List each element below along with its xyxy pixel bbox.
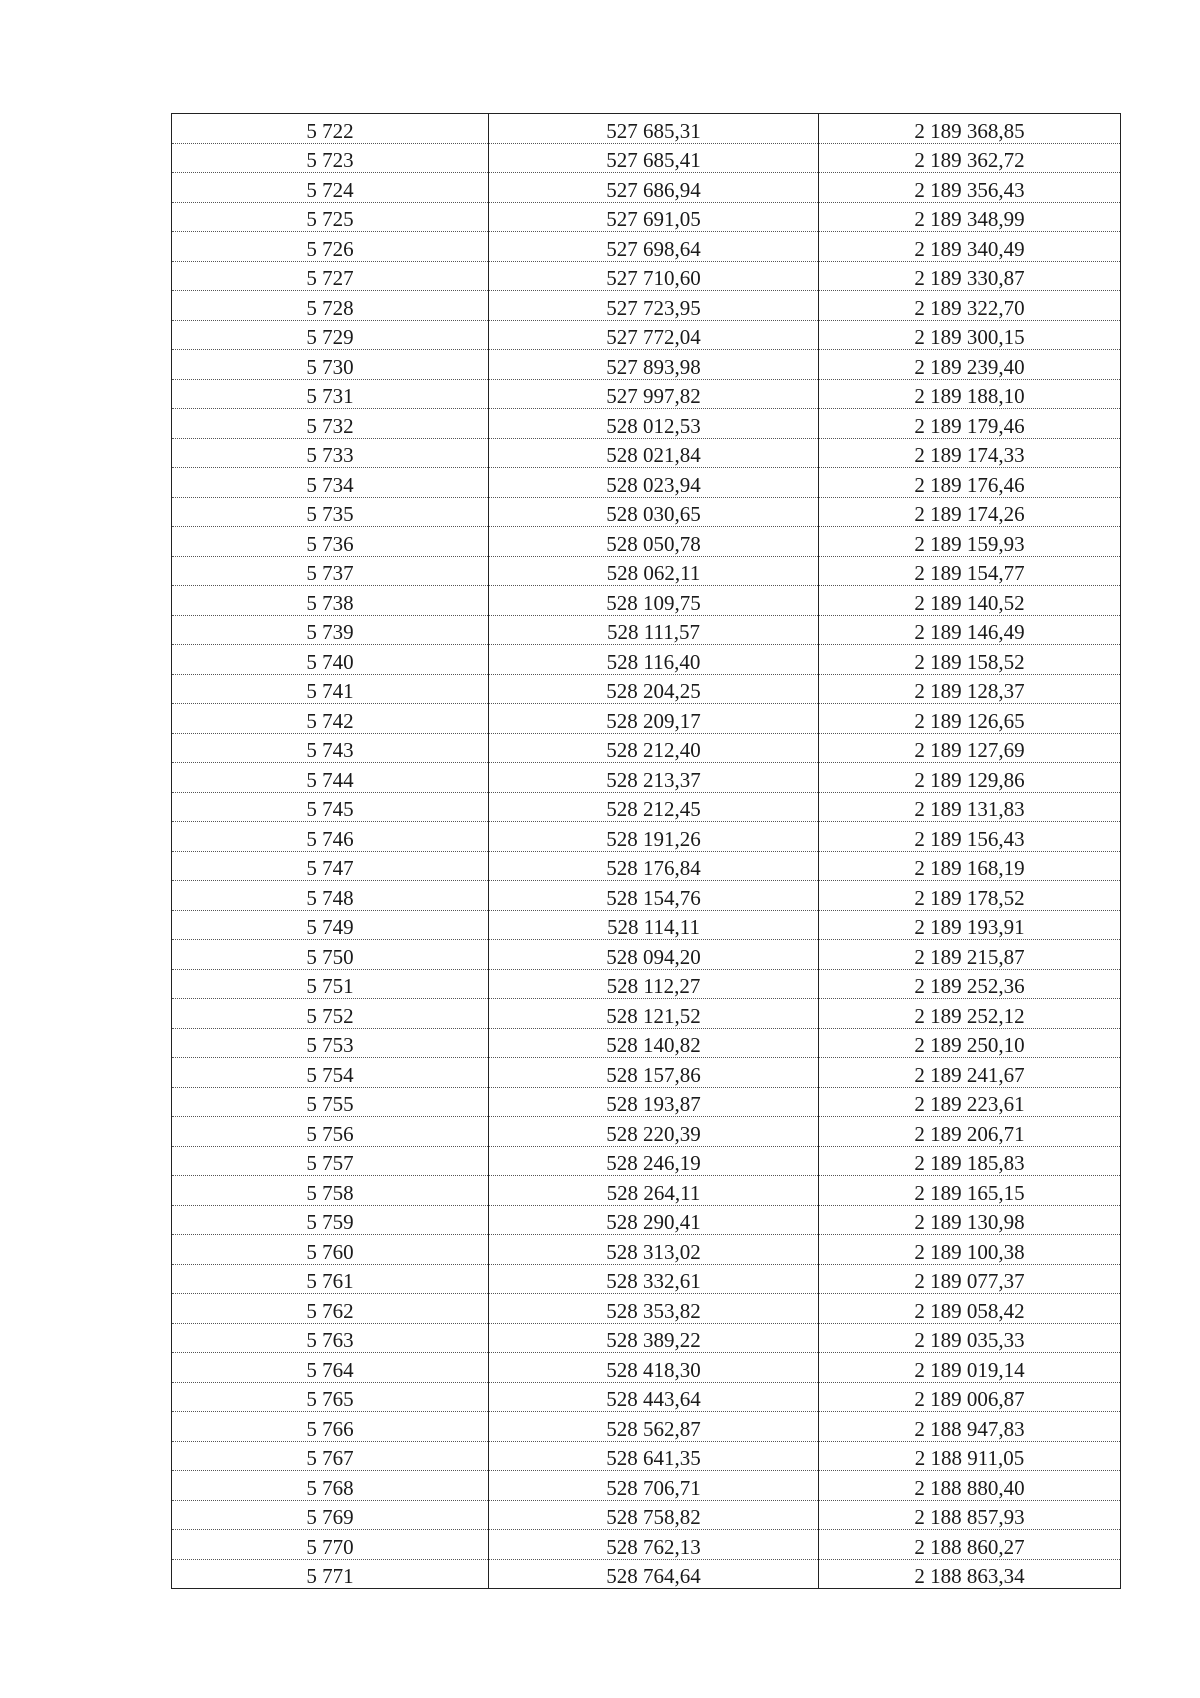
- y-coordinate-cell: 2 189 322,70: [819, 291, 1121, 321]
- x-coordinate-cell: 527 723,95: [489, 291, 819, 321]
- y-coordinate-cell: 2 189 223,61: [819, 1087, 1121, 1117]
- table-row: [172, 1441, 1121, 1471]
- table-row: [172, 379, 1121, 409]
- point-number-cell: 5 754: [172, 1058, 489, 1088]
- table-row: [172, 1382, 1121, 1412]
- point-number-cell: 5 732: [172, 409, 489, 439]
- table-row: [172, 202, 1121, 232]
- table-row: [172, 468, 1121, 498]
- table-row: [172, 1471, 1121, 1501]
- y-coordinate-cell: 2 189 239,40: [819, 350, 1121, 380]
- x-coordinate-cell: 528 012,53: [489, 409, 819, 439]
- point-number-cell: 5 728: [172, 291, 489, 321]
- x-coordinate-cell: 528 030,65: [489, 497, 819, 527]
- table-row: [172, 114, 1121, 144]
- point-number-cell: 5 742: [172, 704, 489, 734]
- y-coordinate-cell: 2 189 250,10: [819, 1028, 1121, 1058]
- x-coordinate-cell: 528 418,30: [489, 1353, 819, 1383]
- x-coordinate-cell: 528 193,87: [489, 1087, 819, 1117]
- x-coordinate-cell: 528 264,11: [489, 1176, 819, 1206]
- y-coordinate-cell: 2 189 077,37: [819, 1264, 1121, 1294]
- table-row: [172, 704, 1121, 734]
- table-row: [172, 438, 1121, 468]
- point-number-cell: 5 762: [172, 1294, 489, 1324]
- point-number-cell: 5 752: [172, 999, 489, 1029]
- point-number-cell: 5 761: [172, 1264, 489, 1294]
- y-coordinate-cell: 2 189 127,69: [819, 733, 1121, 763]
- table-row: [172, 792, 1121, 822]
- table-row: [172, 350, 1121, 380]
- y-coordinate-cell: 2 188 857,93: [819, 1500, 1121, 1530]
- point-number-cell: 5 740: [172, 645, 489, 675]
- point-number-cell: 5 739: [172, 615, 489, 645]
- x-coordinate-cell: 527 710,60: [489, 261, 819, 291]
- point-number-cell: 5 726: [172, 232, 489, 262]
- table-row: [172, 881, 1121, 911]
- x-coordinate-cell: 527 997,82: [489, 379, 819, 409]
- y-coordinate-cell: 2 189 165,15: [819, 1176, 1121, 1206]
- table-row: [172, 615, 1121, 645]
- x-coordinate-cell: 528 094,20: [489, 940, 819, 970]
- y-coordinate-cell: 2 189 159,93: [819, 527, 1121, 557]
- coordinates-table-body: [172, 114, 1121, 1589]
- point-number-cell: 5 744: [172, 763, 489, 793]
- y-coordinate-cell: 2 189 129,86: [819, 763, 1121, 793]
- point-number-cell: 5 757: [172, 1146, 489, 1176]
- x-coordinate-cell: 528 121,52: [489, 999, 819, 1029]
- point-number-cell: 5 746: [172, 822, 489, 852]
- y-coordinate-cell: 2 189 174,33: [819, 438, 1121, 468]
- x-coordinate-cell: 528 641,35: [489, 1441, 819, 1471]
- y-coordinate-cell: 2 189 178,52: [819, 881, 1121, 911]
- point-number-cell: 5 738: [172, 586, 489, 616]
- y-coordinate-cell: 2 189 179,46: [819, 409, 1121, 439]
- y-coordinate-cell: 2 189 185,83: [819, 1146, 1121, 1176]
- table-row: [172, 497, 1121, 527]
- x-coordinate-cell: 528 290,41: [489, 1205, 819, 1235]
- point-number-cell: 5 727: [172, 261, 489, 291]
- point-number-cell: 5 745: [172, 792, 489, 822]
- table-row: [172, 763, 1121, 793]
- x-coordinate-cell: 528 050,78: [489, 527, 819, 557]
- point-number-cell: 5 736: [172, 527, 489, 557]
- x-coordinate-cell: 528 154,76: [489, 881, 819, 911]
- x-coordinate-cell: 528 246,19: [489, 1146, 819, 1176]
- y-coordinate-cell: 2 189 130,98: [819, 1205, 1121, 1235]
- table-row: [172, 999, 1121, 1029]
- x-coordinate-cell: 528 212,40: [489, 733, 819, 763]
- x-coordinate-cell: 527 686,94: [489, 173, 819, 203]
- table-row: [172, 261, 1121, 291]
- y-coordinate-cell: 2 189 193,91: [819, 910, 1121, 940]
- point-number-cell: 5 725: [172, 202, 489, 232]
- x-coordinate-cell: 528 157,86: [489, 1058, 819, 1088]
- y-coordinate-cell: 2 189 019,14: [819, 1353, 1121, 1383]
- x-coordinate-cell: 528 140,82: [489, 1028, 819, 1058]
- x-coordinate-cell: 528 062,11: [489, 556, 819, 586]
- y-coordinate-cell: 2 189 206,71: [819, 1117, 1121, 1147]
- table-row: [172, 1264, 1121, 1294]
- y-coordinate-cell: 2 189 035,33: [819, 1323, 1121, 1353]
- point-number-cell: 5 751: [172, 969, 489, 999]
- x-coordinate-cell: 527 685,41: [489, 143, 819, 173]
- table-row: [172, 556, 1121, 586]
- y-coordinate-cell: 2 189 215,87: [819, 940, 1121, 970]
- table-row: [172, 1205, 1121, 1235]
- x-coordinate-cell: 527 698,64: [489, 232, 819, 262]
- table-row: [172, 1353, 1121, 1383]
- y-coordinate-cell: 2 189 241,67: [819, 1058, 1121, 1088]
- y-coordinate-cell: 2 188 880,40: [819, 1471, 1121, 1501]
- y-coordinate-cell: 2 189 356,43: [819, 173, 1121, 203]
- y-coordinate-cell: 2 188 863,34: [819, 1559, 1121, 1589]
- table-row: [172, 409, 1121, 439]
- table-row: [172, 910, 1121, 940]
- table-row: [172, 291, 1121, 321]
- x-coordinate-cell: 528 116,40: [489, 645, 819, 675]
- x-coordinate-cell: 528 764,64: [489, 1559, 819, 1589]
- y-coordinate-cell: 2 189 176,46: [819, 468, 1121, 498]
- y-coordinate-cell: 2 189 340,49: [819, 232, 1121, 262]
- point-number-cell: 5 737: [172, 556, 489, 586]
- table-row: [172, 645, 1121, 675]
- table-row: [172, 586, 1121, 616]
- y-coordinate-cell: 2 189 126,65: [819, 704, 1121, 734]
- point-number-cell: 5 760: [172, 1235, 489, 1265]
- table-row: [172, 1323, 1121, 1353]
- point-number-cell: 5 734: [172, 468, 489, 498]
- x-coordinate-cell: 528 762,13: [489, 1530, 819, 1560]
- table-row: [172, 822, 1121, 852]
- x-coordinate-cell: 528 220,39: [489, 1117, 819, 1147]
- point-number-cell: 5 747: [172, 851, 489, 881]
- point-number-cell: 5 729: [172, 320, 489, 350]
- y-coordinate-cell: 2 189 156,43: [819, 822, 1121, 852]
- x-coordinate-cell: 528 112,27: [489, 969, 819, 999]
- point-number-cell: 5 733: [172, 438, 489, 468]
- x-coordinate-cell: 528 706,71: [489, 1471, 819, 1501]
- point-number-cell: 5 769: [172, 1500, 489, 1530]
- x-coordinate-cell: 528 332,61: [489, 1264, 819, 1294]
- point-number-cell: 5 735: [172, 497, 489, 527]
- table-row: [172, 1559, 1121, 1589]
- point-number-cell: 5 755: [172, 1087, 489, 1117]
- y-coordinate-cell: 2 189 154,77: [819, 556, 1121, 586]
- point-number-cell: 5 722: [172, 114, 489, 144]
- point-number-cell: 5 743: [172, 733, 489, 763]
- point-number-cell: 5 723: [172, 143, 489, 173]
- x-coordinate-cell: 528 353,82: [489, 1294, 819, 1324]
- x-coordinate-cell: 527 691,05: [489, 202, 819, 232]
- y-coordinate-cell: 2 189 058,42: [819, 1294, 1121, 1324]
- x-coordinate-cell: 527 685,31: [489, 114, 819, 144]
- table-row: [172, 969, 1121, 999]
- point-number-cell: 5 767: [172, 1441, 489, 1471]
- y-coordinate-cell: 2 188 947,83: [819, 1412, 1121, 1442]
- point-number-cell: 5 749: [172, 910, 489, 940]
- y-coordinate-cell: 2 189 140,52: [819, 586, 1121, 616]
- point-number-cell: 5 756: [172, 1117, 489, 1147]
- table-row: [172, 173, 1121, 203]
- point-number-cell: 5 766: [172, 1412, 489, 1442]
- table-row: [172, 674, 1121, 704]
- coordinates-table: [171, 113, 1121, 1589]
- x-coordinate-cell: 528 114,11: [489, 910, 819, 940]
- table-row: [172, 940, 1121, 970]
- table-row: [172, 733, 1121, 763]
- y-coordinate-cell: 2 189 252,36: [819, 969, 1121, 999]
- x-coordinate-cell: 528 111,57: [489, 615, 819, 645]
- point-number-cell: 5 758: [172, 1176, 489, 1206]
- table-row: [172, 1176, 1121, 1206]
- point-number-cell: 5 764: [172, 1353, 489, 1383]
- y-coordinate-cell: 2 189 168,19: [819, 851, 1121, 881]
- table-row: [172, 1294, 1121, 1324]
- y-coordinate-cell: 2 189 100,38: [819, 1235, 1121, 1265]
- y-coordinate-cell: 2 189 348,99: [819, 202, 1121, 232]
- x-coordinate-cell: 528 209,17: [489, 704, 819, 734]
- table-row: [172, 1500, 1121, 1530]
- table-row: [172, 851, 1121, 881]
- point-number-cell: 5 724: [172, 173, 489, 203]
- y-coordinate-cell: 2 189 188,10: [819, 379, 1121, 409]
- x-coordinate-cell: 528 021,84: [489, 438, 819, 468]
- y-coordinate-cell: 2 189 330,87: [819, 261, 1121, 291]
- point-number-cell: 5 765: [172, 1382, 489, 1412]
- point-number-cell: 5 753: [172, 1028, 489, 1058]
- table-row: [172, 1028, 1121, 1058]
- x-coordinate-cell: 527 893,98: [489, 350, 819, 380]
- x-coordinate-cell: 528 758,82: [489, 1500, 819, 1530]
- table-row: [172, 232, 1121, 262]
- x-coordinate-cell: 528 023,94: [489, 468, 819, 498]
- y-coordinate-cell: 2 189 128,37: [819, 674, 1121, 704]
- y-coordinate-cell: 2 189 252,12: [819, 999, 1121, 1029]
- table-row: [172, 1530, 1121, 1560]
- point-number-cell: 5 759: [172, 1205, 489, 1235]
- x-coordinate-cell: 528 213,37: [489, 763, 819, 793]
- table-row: [172, 1412, 1121, 1442]
- point-number-cell: 5 771: [172, 1559, 489, 1589]
- x-coordinate-cell: 528 109,75: [489, 586, 819, 616]
- y-coordinate-cell: 2 188 860,27: [819, 1530, 1121, 1560]
- x-coordinate-cell: 528 212,45: [489, 792, 819, 822]
- y-coordinate-cell: 2 189 174,26: [819, 497, 1121, 527]
- x-coordinate-cell: 528 204,25: [489, 674, 819, 704]
- table-row: [172, 320, 1121, 350]
- point-number-cell: 5 748: [172, 881, 489, 911]
- x-coordinate-cell: 528 176,84: [489, 851, 819, 881]
- table-row: [172, 143, 1121, 173]
- x-coordinate-cell: 527 772,04: [489, 320, 819, 350]
- y-coordinate-cell: 2 188 911,05: [819, 1441, 1121, 1471]
- y-coordinate-cell: 2 189 368,85: [819, 114, 1121, 144]
- table-row: [172, 1146, 1121, 1176]
- point-number-cell: 5 730: [172, 350, 489, 380]
- table-row: [172, 527, 1121, 557]
- point-number-cell: 5 750: [172, 940, 489, 970]
- point-number-cell: 5 763: [172, 1323, 489, 1353]
- point-number-cell: 5 731: [172, 379, 489, 409]
- table-row: [172, 1235, 1121, 1265]
- x-coordinate-cell: 528 389,22: [489, 1323, 819, 1353]
- table-row: [172, 1058, 1121, 1088]
- point-number-cell: 5 768: [172, 1471, 489, 1501]
- y-coordinate-cell: 2 189 146,49: [819, 615, 1121, 645]
- x-coordinate-cell: 528 191,26: [489, 822, 819, 852]
- y-coordinate-cell: 2 189 131,83: [819, 792, 1121, 822]
- point-number-cell: 5 741: [172, 674, 489, 704]
- point-number-cell: 5 770: [172, 1530, 489, 1560]
- x-coordinate-cell: 528 562,87: [489, 1412, 819, 1442]
- y-coordinate-cell: 2 189 158,52: [819, 645, 1121, 675]
- x-coordinate-cell: 528 313,02: [489, 1235, 819, 1265]
- y-coordinate-cell: 2 189 006,87: [819, 1382, 1121, 1412]
- table-row: [172, 1087, 1121, 1117]
- y-coordinate-cell: 2 189 362,72: [819, 143, 1121, 173]
- x-coordinate-cell: 528 443,64: [489, 1382, 819, 1412]
- table-row: [172, 1117, 1121, 1147]
- y-coordinate-cell: 2 189 300,15: [819, 320, 1121, 350]
